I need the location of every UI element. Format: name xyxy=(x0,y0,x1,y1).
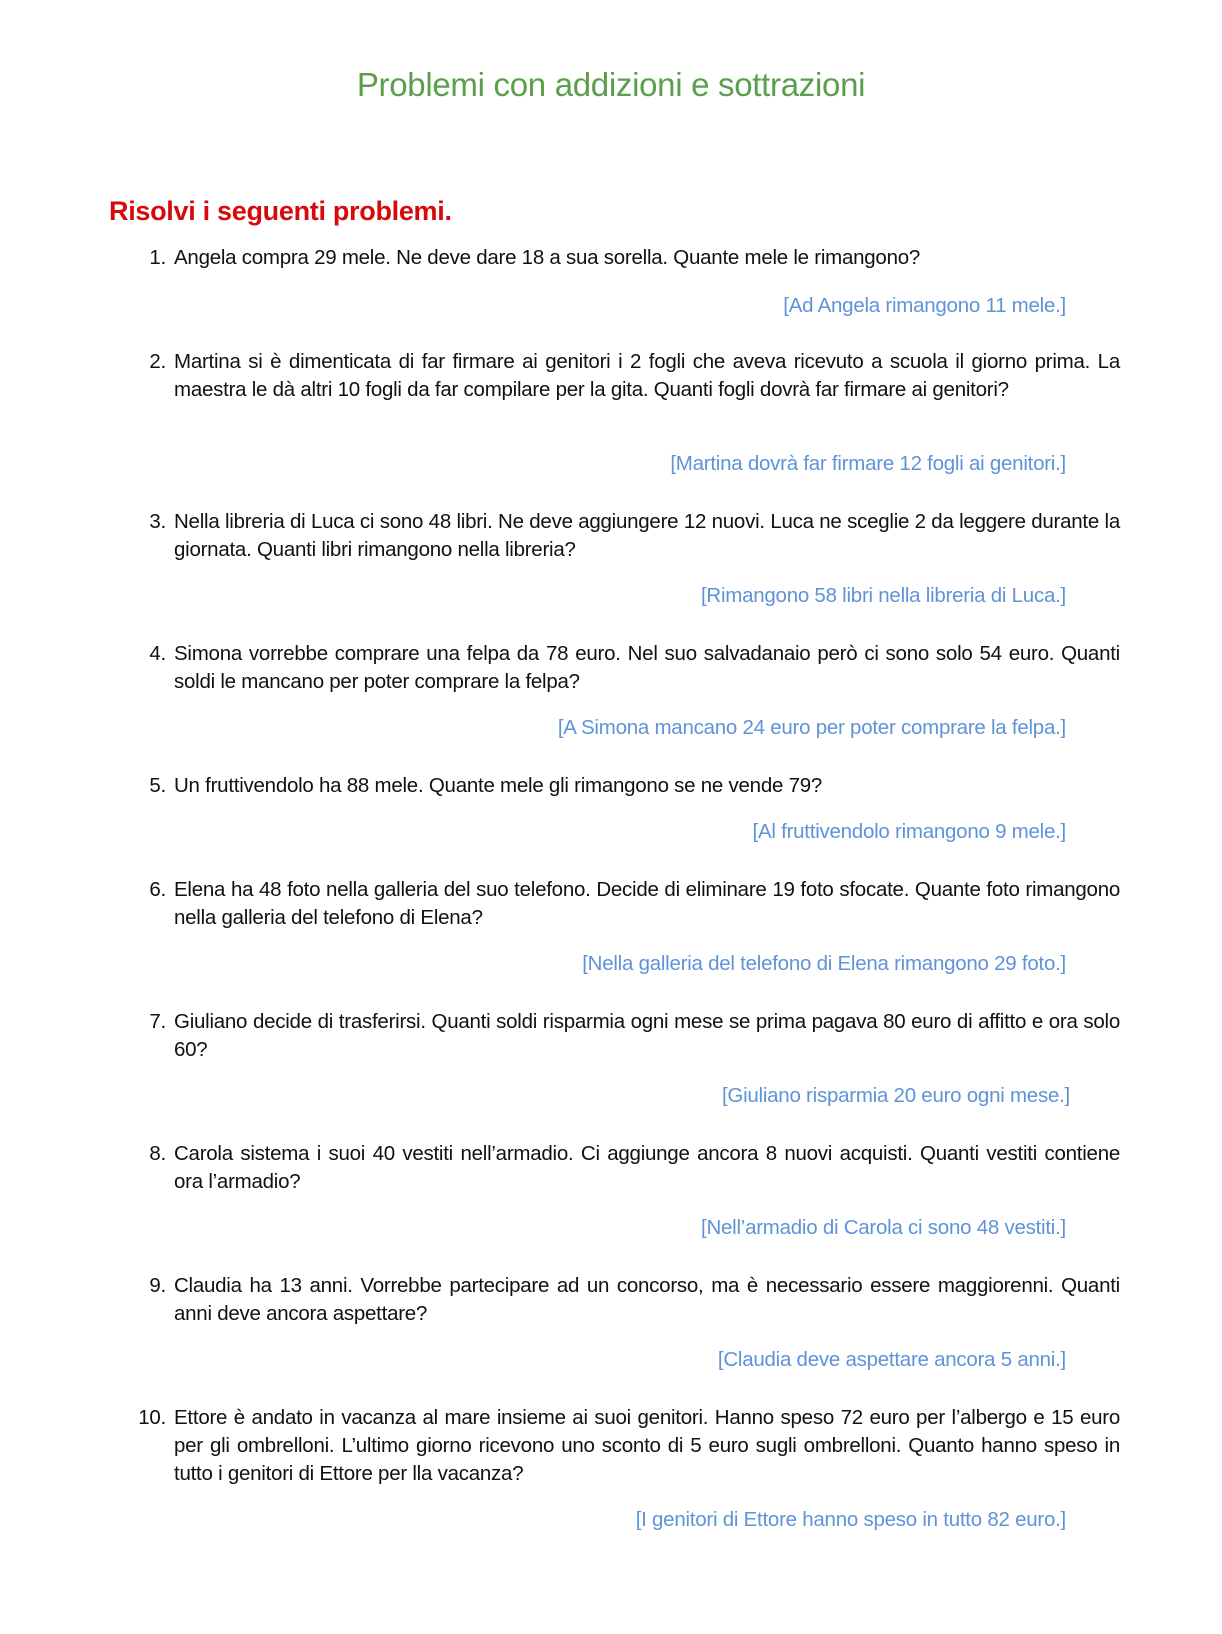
page-title: Problemi con addizioni e sottrazioni xyxy=(356,66,866,103)
problem-number: 7. xyxy=(149,1010,166,1033)
problem-4 xyxy=(120,640,1120,739)
problem-number: 1. xyxy=(149,246,166,269)
problem-question: Ettore è andato in vacanza al mare insieme ai suoi genitori. Hanno speso 72 euro per l’albergo e 15 euro per gli ombrelloni. L’ultimo giorno ricevono uno sconto di 5 euro sugli ombrelloni. Quanto hanno speso in tutto i genitori di Ettore per lla vacanza? xyxy=(174,1406,1120,1485)
problem-number: 4. xyxy=(149,642,166,665)
problem-2 xyxy=(120,348,1120,475)
problem-question: Claudia ha 13 anni. Vorrebbe partecipare ad un concorso, ma è necessario essere maggiorenni. Quanti anni deve ancora aspettare? xyxy=(174,1274,1120,1325)
problem-number: 6. xyxy=(149,878,166,901)
problem-question: Carola sistema i suoi 40 vestiti nell’armadio. Ci aggiunge ancora 8 nuovi acquisti. Quanti vestiti contiene ora l’armadio? xyxy=(174,1142,1120,1193)
problem-answer: [Nella galleria del telefono di Elena rimangono 29 foto.] xyxy=(582,952,1066,975)
problem-1 xyxy=(120,244,1120,317)
problem-10 xyxy=(120,1404,1120,1531)
problem-number: 10. xyxy=(138,1406,166,1429)
problem-answer: [Nell’armadio di Carola ci sono 48 vestiti.] xyxy=(701,1216,1066,1239)
problem-answer: [A Simona mancano 24 euro per poter comprare la felpa.] xyxy=(557,716,1066,739)
problem-7 xyxy=(120,1008,1120,1107)
problem-answer: [Ad Angela rimangono 11 mele.] xyxy=(783,294,1066,317)
problem-question: Elena ha 48 foto nella galleria del suo telefono. Decide di eliminare 19 foto sfocate. Quante foto rimangono nella galleria del telefono di Elena? xyxy=(174,878,1120,929)
problem-3 xyxy=(120,508,1120,607)
problem-answer: [Rimangono 58 libri nella libreria di Luca.] xyxy=(700,584,1066,607)
problem-5 xyxy=(120,772,1120,843)
problem-question: Giuliano decide di trasferirsi. Quanti soldi risparmia ogni mese se prima pagava 80 euro di affitto e ora solo 60? xyxy=(174,1010,1120,1061)
problem-question: Un fruttivendolo ha 88 mele. Quante mele gli rimangono se ne vende 79? xyxy=(174,774,823,797)
problem-question: Angela compra 29 mele. Ne deve dare 18 a sua sorella. Quante mele le rimangono? xyxy=(174,246,921,269)
problem-answer: [I genitori di Ettore hanno speso in tutto 82 euro.] xyxy=(635,1508,1066,1531)
problem-answer: [Claudia deve aspettare ancora 5 anni.] xyxy=(717,1348,1066,1371)
problem-8 xyxy=(120,1140,1120,1239)
problem-answer: [Giuliano risparmia 20 euro ogni mese.] xyxy=(721,1084,1070,1107)
problem-number: 9. xyxy=(149,1274,166,1297)
problem-6 xyxy=(120,876,1120,975)
problem-question: Martina si è dimenticata di far firmare ai genitori i 2 fogli che aveva ricevuto a scuola il giorno prima. La maestra le dà altri 10 fogli da far compilare per la gita. Quanti fogli dovrà far firmare ai genitori? xyxy=(174,350,1120,401)
problem-number: 3. xyxy=(149,510,166,533)
problem-number: 5. xyxy=(149,774,166,797)
problem-9 xyxy=(120,1272,1120,1371)
problem-answer: [Al fruttivendolo rimangono 9 mele.] xyxy=(752,820,1066,843)
problem-answer: [Martina dovrà far firmare 12 fogli ai genitori.] xyxy=(670,452,1066,475)
problem-number: 2. xyxy=(149,350,166,373)
instruction-heading: Risolvi i seguenti problemi. xyxy=(109,196,452,226)
problem-number: 8. xyxy=(149,1142,166,1165)
problem-question: Nella libreria di Luca ci sono 48 libri. Ne deve aggiungere 12 nuovi. Luca ne sceglie 2 da leggere durante la giornata. Quanti libri rimangono nella libreria? xyxy=(174,510,1120,561)
problem-question: Simona vorrebbe comprare una felpa da 78 euro. Nel suo salvadanaio però ci sono solo 54 euro. Quanti soldi le mancano per poter comprare la felpa? xyxy=(174,642,1120,693)
